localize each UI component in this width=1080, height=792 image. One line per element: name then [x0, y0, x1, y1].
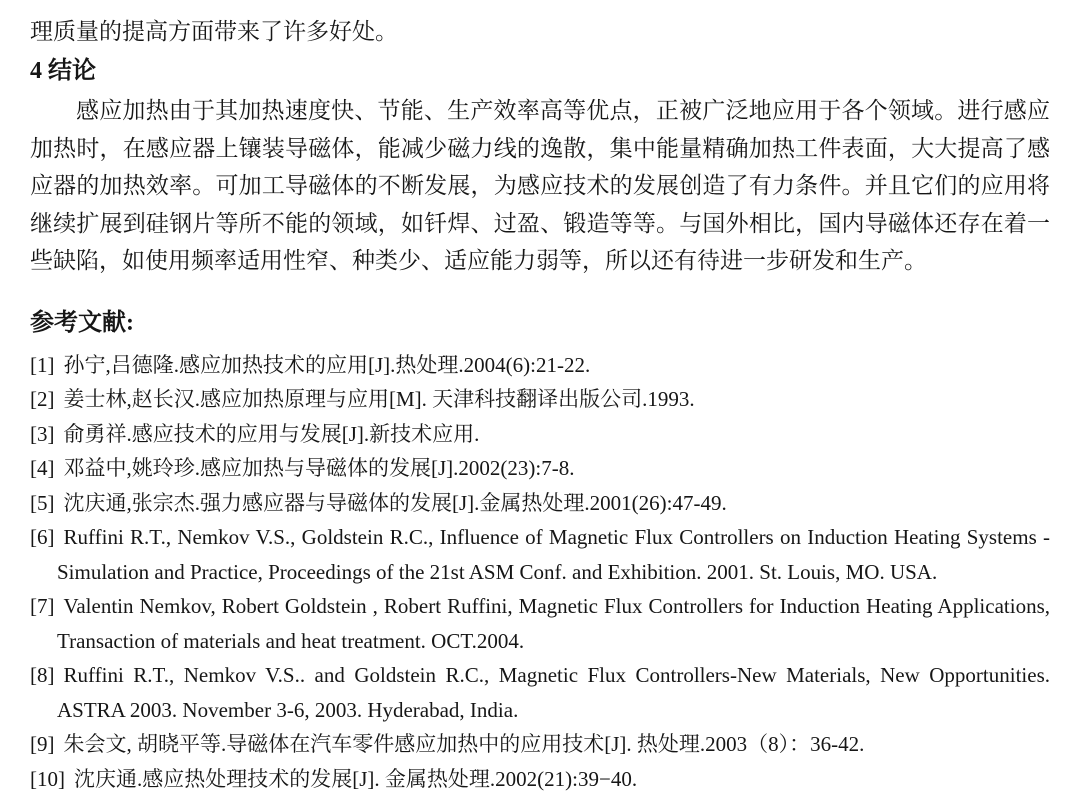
reference-item	[30, 589, 1050, 658]
reference-item	[30, 451, 1050, 486]
reference-marker: [5]	[30, 490, 55, 515]
references-heading: 参考文献:	[30, 309, 134, 336]
reference-text: 孙宁,吕德隆.感应加热技术的应用[J].热处理.2004(6):21-22.	[63, 352, 591, 377]
reference-marker: [2]	[30, 387, 55, 411]
reference-marker: [3]	[30, 421, 55, 446]
reference-text: 沈庆通,张宗杰.强力感应器与导磁体的发展[J].金属热处理.2001(26):47-49.	[63, 490, 727, 515]
reference-marker: [10]	[30, 766, 65, 791]
reference-text: 沈庆通.感应热处理技术的发展[J]. 金属热处理.2002(21):39−40.	[74, 766, 638, 791]
reference-item	[30, 382, 1050, 417]
reference-text: 邓益中,姚玲珍.感应加热与导磁体的发展[J].2002(23):7-8.	[63, 456, 575, 480]
reference-item	[30, 762, 1050, 792]
reference-text: 朱会文, 胡晓平等.导磁体在汽车零件感应加热中的应用技术[J]. 热处理.2003（8）：36-42.	[63, 732, 865, 756]
conclusion-paragraph: 感应加热由于其加热速度快、节能、生产效率高等优点，正被广泛地应用于各个领域。进行感应加热时，在感应器上镶装导磁体，能减少磁力线的逸散，集中能量精确加热工件表面，大大提高了感应器的加热效率。可加工导磁体的不断发展，为感应技术的发展创造了有力条件。并且它们的应用将继续扩展到硅钢片等所不能的领域，如钎焊、过盈、锻造等等。与国外相比，国内导磁体还存在着一些缺陷，如使用频率适用性窄、种类少、适应能力弱等，所以还有待进一步研发和生产。	[30, 98, 1050, 273]
reference-marker: [6]	[30, 525, 55, 549]
section-heading-conclusion: 4 结论	[30, 58, 96, 84]
leading-paragraph-line: 理质量的提高方面带来了许多好处。	[30, 19, 398, 44]
reference-item	[30, 520, 1050, 589]
reference-marker: [1]	[30, 352, 55, 377]
reference-item	[30, 348, 1050, 383]
reference-text: Ruffini R.T., Nemkov V.S.. and Goldstein R.C., Magnetic Flux Controllers-New Materials, New Opportunities. ASTRA 2003. November 3-6, 2003. Hyderabad, India.	[57, 663, 1050, 722]
reference-item	[30, 486, 1050, 521]
reference-item	[30, 658, 1050, 727]
reference-marker: [4]	[30, 456, 55, 480]
reference-text: 姜士林,赵长汉.感应加热原理与应用[M]. 天津科技翻译出版公司.1993.	[63, 387, 695, 411]
reference-list	[30, 348, 1050, 792]
reference-item	[30, 417, 1050, 452]
reference-marker: [8]	[30, 663, 55, 687]
reference-marker: [9]	[30, 732, 55, 756]
reference-text: 俞勇祥.感应技术的应用与发展[J].新技术应用.	[63, 421, 480, 446]
reference-marker: [7]	[30, 594, 55, 618]
reference-text: Ruffini R.T., Nemkov V.S., Goldstein R.C., Influence of Magnetic Flux Controllers on Induction Heating Systems -Simulation and Practice, Proceedings of the 21st ASM Conf. and Exhibition. 2001. St. Louis, MO. USA.	[57, 525, 1050, 584]
reference-text: Valentin Nemkov, Robert Goldstein , Robert Ruffini, Magnetic Flux Controllers for Induction Heating Applications, Transaction of materials and heat treatment. OCT.2004.	[57, 594, 1050, 653]
reference-item	[30, 727, 1050, 762]
